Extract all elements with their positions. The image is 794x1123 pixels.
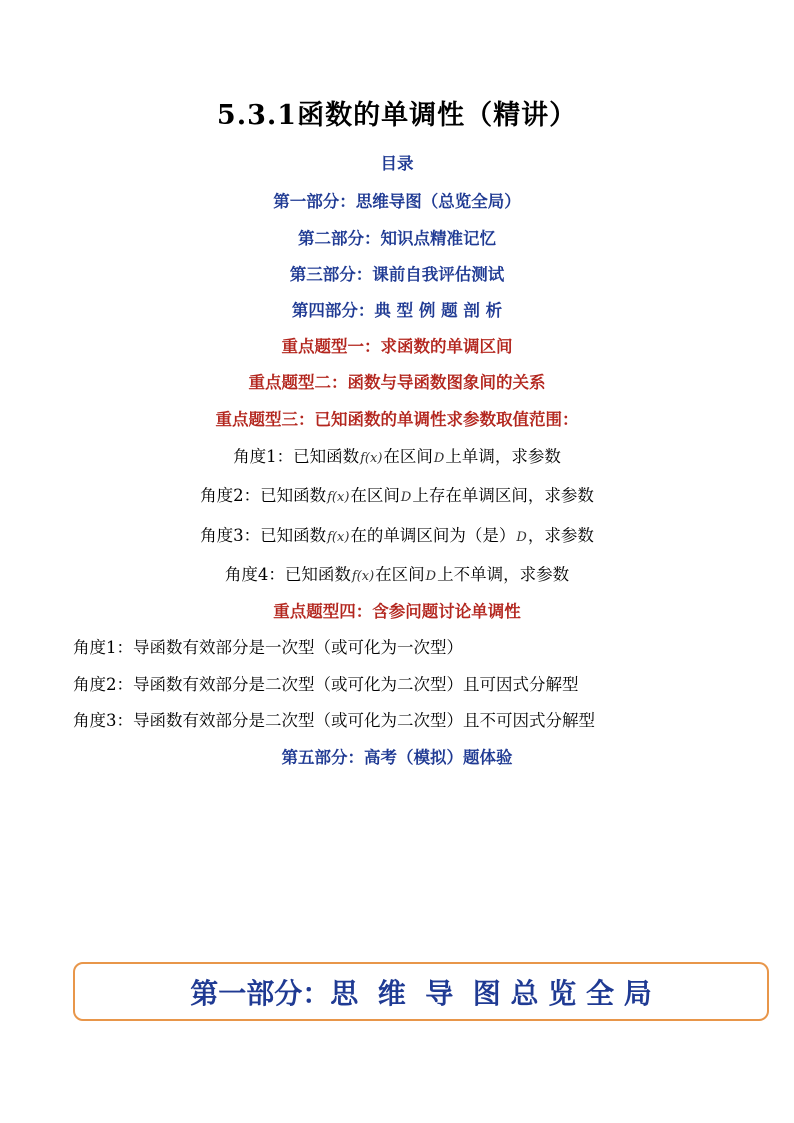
math-d: D: [516, 530, 527, 545]
toc-part1[interactable]: 第一部分：思维导图（总览全局）: [273, 192, 521, 211]
toc-type3-angle2[interactable]: [0, 482, 794, 506]
toc-type4-angle2[interactable]: 角度2：导函数有效部分是二次型（或可化为二次型）且可因式分解型: [73, 675, 579, 694]
toc-type3-angle1[interactable]: [0, 443, 794, 467]
toc-heading: 目录: [380, 154, 414, 173]
toc-type4[interactable]: 重点题型四：含参问题讨论单调性: [273, 602, 521, 621]
toc-type3-angle3[interactable]: [0, 522, 794, 546]
math-d: D: [433, 451, 445, 466]
toc-type3-angle4[interactable]: [0, 561, 794, 585]
math-fx: f(x): [327, 490, 350, 505]
section-banner-title: 第一部分：思 维 导 图 总 览 全 局: [190, 976, 652, 1010]
math-fx: f(x): [327, 530, 350, 545]
toc-part4[interactable]: 第四部分：典 型 例 题 剖 析: [291, 301, 503, 320]
toc-part3[interactable]: 第三部分：课前自我评估测试: [289, 265, 505, 284]
angle-text: 上单调，求参数: [445, 447, 561, 466]
angle-text: 角度4：已知函数: [224, 565, 351, 584]
toc-type3[interactable]: 重点题型三：已知函数的单调性求参数取值范围：: [215, 410, 579, 429]
angle-text: 在的单调区间为（是）: [350, 526, 516, 545]
toc-type1[interactable]: 重点题型一：求函数的单调区间: [281, 337, 513, 356]
section-banner: [73, 962, 769, 1021]
math-d: D: [400, 490, 412, 505]
document-title: 5.3.1函数的单调性（精讲）: [216, 100, 578, 131]
angle-text: 角度3：已知函数: [200, 526, 327, 545]
toc-type2[interactable]: 重点题型二：函数与导函数图象间的关系: [248, 373, 546, 392]
angle-text: 在区间: [375, 565, 425, 584]
angle-text: 在区间: [383, 447, 433, 466]
toc-type4-angle3[interactable]: 角度3：导函数有效部分是二次型（或可化为二次型）且不可因式分解型: [73, 711, 595, 730]
math-fx: f(x): [351, 569, 375, 584]
math-d: D: [425, 569, 437, 584]
angle-text: 上不单调，求参数: [437, 565, 570, 584]
angle-text: 在区间: [350, 486, 400, 505]
toc-part5[interactable]: 第五部分：高考（模拟）题体验: [281, 748, 513, 767]
math-fx: f(x): [360, 451, 383, 466]
toc-part2[interactable]: 第二部分：知识点精准记忆: [298, 229, 496, 248]
angle-text: 上存在单调区间，求参数: [412, 486, 594, 505]
angle-text: ，求参数: [527, 526, 594, 545]
toc-type4-angle1[interactable]: 角度1：导函数有效部分是一次型（或可化为一次型）: [73, 638, 463, 657]
angle-text: 角度2：已知函数: [200, 486, 327, 505]
angle-text: 角度1：已知函数: [233, 447, 360, 466]
